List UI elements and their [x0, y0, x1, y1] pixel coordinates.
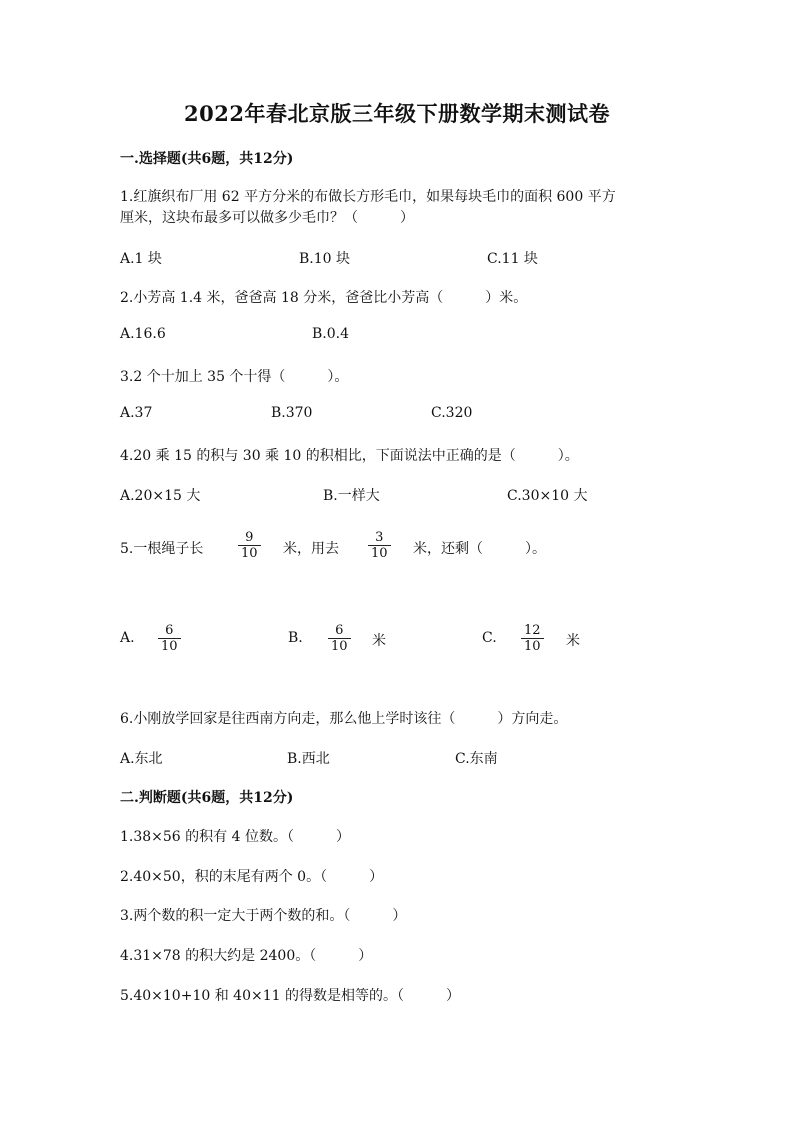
judgement-item-1: 1.38×56 的积有 4 位数。（ ） — [120, 829, 350, 845]
question-6: 6.小刚放学回家是往西南方向走，那么他上学时该往（ ）方向走。 — [120, 711, 568, 727]
question-1-line1: 1.红旗织布厂用 62 平方分米的布做长方形毛巾，如果每块毛巾的面积 600 平方 — [120, 189, 616, 205]
fraction-numerator: 12 — [524, 623, 541, 638]
q5-fraction-used — [368, 530, 391, 561]
section-heading-choice: 一.选择题(共6题，共12分) — [120, 151, 294, 167]
question-5-mid: 米，用去 — [283, 541, 339, 557]
q6-option-a: A.东北 — [120, 751, 163, 767]
question-3: 3.2 个十加上 35 个十得（ ）。 — [120, 369, 349, 385]
q6-option-c: C.东南 — [455, 751, 498, 767]
fraction-denominator: 10 — [331, 639, 348, 654]
q5-option-c-unit: 米 — [566, 633, 580, 649]
judgement-item-2: 2.40×50，积的末尾有两个 0。（ ） — [120, 869, 384, 885]
page-title: 2022年春北京版三年级下册数学期末测试卷 — [184, 101, 610, 126]
question-5-prefix: 5.一根绳子长 — [120, 541, 204, 557]
q4-option-a: A.20×15 大 — [120, 488, 201, 504]
fraction-numerator: 9 — [245, 530, 254, 545]
q3-option-a: A.37 — [120, 405, 153, 421]
q2-option-a: A.16.6 — [120, 326, 166, 342]
question-4: 4.20 乘 15 的积与 30 乘 10 的积相比，下面说法中正确的是（ ）。 — [120, 448, 579, 464]
q5-option-b-unit: 米 — [372, 633, 386, 649]
fraction-numerator: 3 — [375, 530, 384, 545]
q3-option-b: B.370 — [271, 405, 313, 421]
question-1-line2: 厘米，这块布最多可以做多少毛巾？（ ） — [120, 210, 414, 226]
q5-option-c-label: C. — [482, 630, 497, 646]
q4-option-b: B.一样大 — [323, 488, 380, 504]
question-2: 2.小芳高 1.4 米，爸爸高 18 分米，爸爸比小芳高（ ）米。 — [120, 290, 528, 306]
judgement-item-3: 3.两个数的积一定大于两个数的和。（ ） — [120, 908, 407, 924]
q5-option-a-label: A. — [120, 630, 135, 646]
fraction-denominator: 10 — [241, 546, 258, 561]
judgement-item-5: 5.40×10+10 和 40×11 的得数是相等的。（ ） — [120, 988, 460, 1004]
fraction-numerator: 6 — [335, 623, 344, 638]
section-heading-judgement: 二.判断题(共6题，共12分) — [120, 790, 294, 806]
q5-option-b-fraction — [328, 623, 351, 654]
q6-option-b: B.西北 — [287, 751, 330, 767]
fraction-denominator: 10 — [371, 546, 388, 561]
question-5-suffix: 米，还剩（ ）。 — [413, 541, 546, 557]
q3-option-c: C.320 — [431, 405, 473, 421]
fraction-numerator: 6 — [165, 623, 174, 638]
fraction-denominator: 10 — [524, 639, 541, 654]
judgement-item-4: 4.31×78 的积大约是 2400。（ ） — [120, 948, 373, 964]
q2-option-b: B.0.4 — [312, 326, 350, 342]
q1-option-c: C.11 块 — [487, 251, 538, 267]
q5-fraction-length — [238, 530, 261, 561]
q1-option-a: A.1 块 — [120, 251, 162, 267]
q4-option-c: C.30×10 大 — [507, 488, 588, 504]
fraction-denominator: 10 — [161, 639, 178, 654]
q1-option-b: B.10 块 — [299, 251, 351, 267]
q5-option-c-fraction — [521, 623, 544, 654]
q5-option-a-fraction — [158, 623, 181, 654]
q5-option-b-label: B. — [288, 630, 303, 646]
